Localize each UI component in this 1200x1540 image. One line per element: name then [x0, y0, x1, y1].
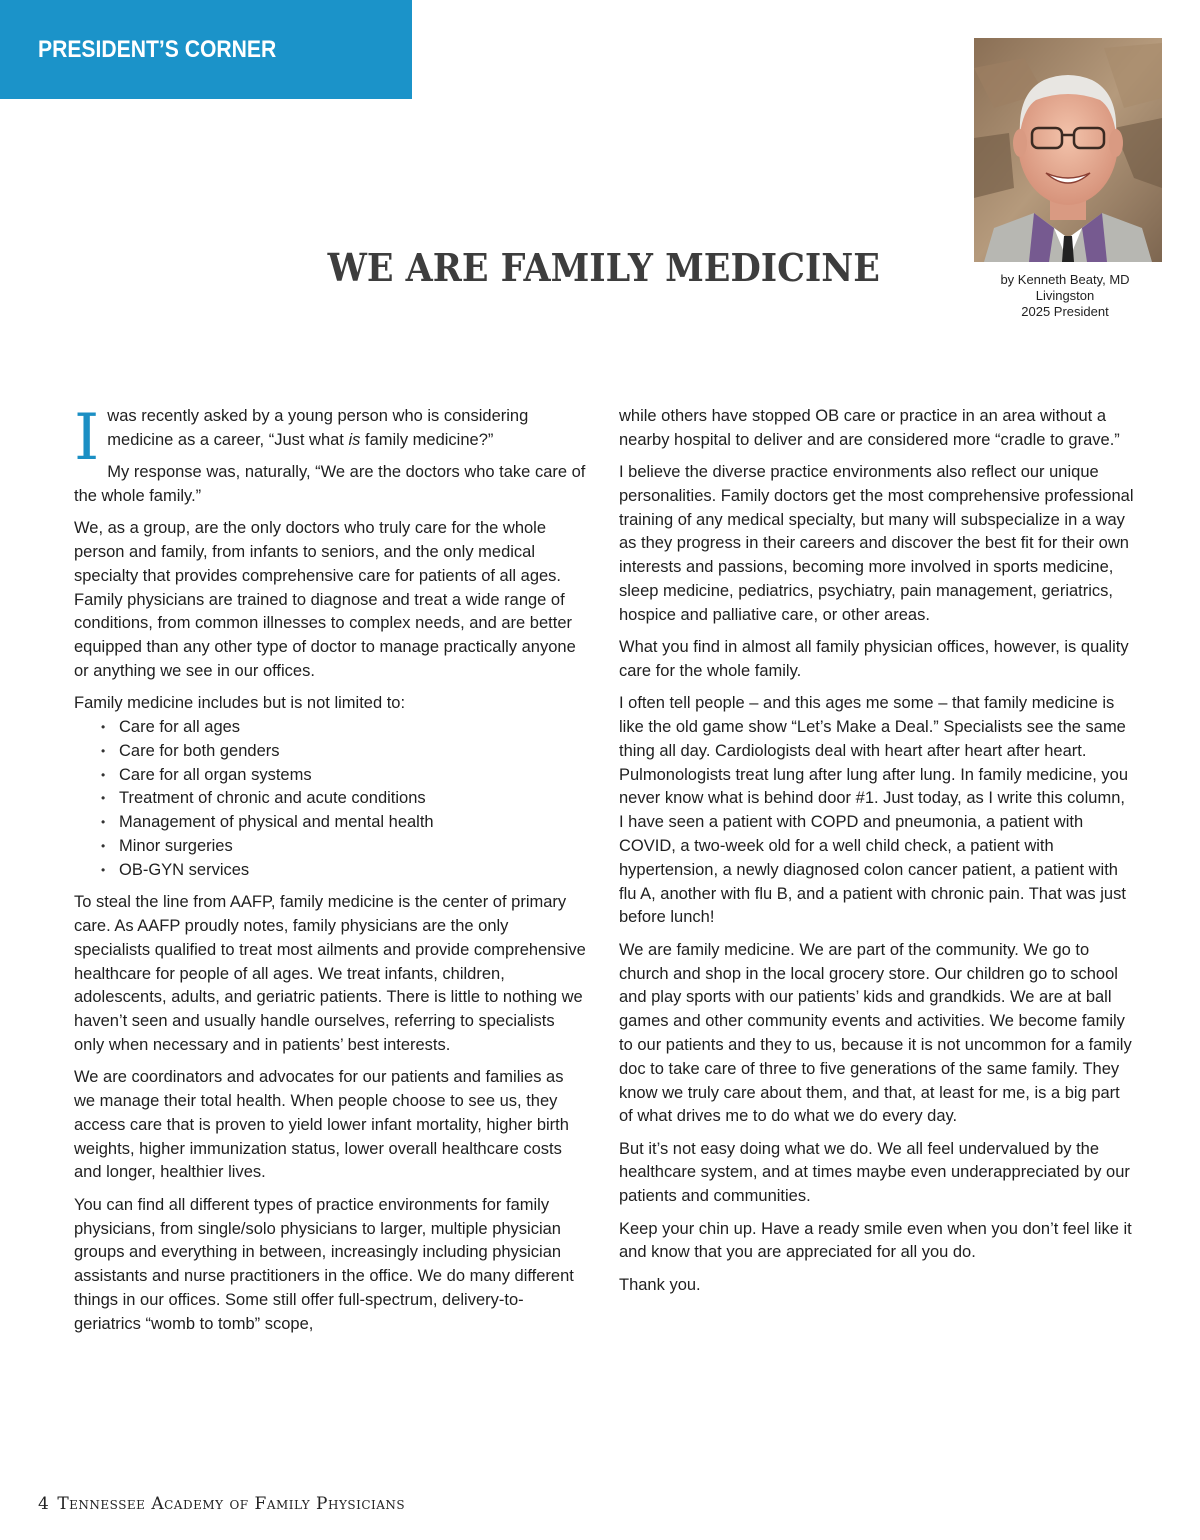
list-item: • OB-GYN services [101, 859, 589, 883]
byline-location: Livingston [1035, 288, 1095, 303]
paragraph: I often tell people – and this ages me some – that family medicine is like the old game show “Let’s Make a Deal.” Specialists see the same thing all day. Cardiologists deal with heart after heart after heart. Pulmonologists treat lung after lung after lung. In family medicine, you never know what is behind door #1. Just today, as I write this column, I have seen a patient with COPD and pneumonia, a patient with COVID, a two-week old for a well child check, a patient with hypertension, a newly diagnosed colon cancer patient, a patient with flu A, another with flu B, and a patient with chronic pain. That was just before lunch! [619, 694, 1129, 927]
byline [965, 272, 1165, 320]
paragraph: What you find in almost all family physician offices, however, is quality care for the whole family. [619, 638, 1129, 680]
article-left-column [74, 401, 589, 1345]
paragraph: We are family medicine. We are part of the community. We go to church and shop in the local grocery store. Our children go to school and play sports with our patients’ kids and grandkids. We are at ball games and other community events and activities. We become family to our patients and they to us, because it is not uncommon for a family doc to take care of three to five generations of the same family. They know we truly care about them, and that, at least for me, is a big part of what drives me to do what we do every day. [619, 940, 1132, 1126]
byline-role: 2025 President [1021, 304, 1109, 319]
author-photo [974, 38, 1162, 262]
list-item: • Care for all organ systems [101, 764, 589, 788]
paragraph: My response was, naturally, “We are the doctors who take care of the whole family.” [74, 463, 586, 505]
paragraph: You can find all different types of practice environments for family physicians, from single/solo physicians to larger, multiple physician groups and everything in between, increasingly including physician assistants and nurse practitioners in the office. We do many different things in our offices. Some still offer full-spectrum, delivery-to-geriatrics “womb to tomb” scope, [74, 1195, 574, 1333]
paragraph: We are coordinators and advocates for our patients and families as we manage their total health. When people choose to see us, they access care that is proven to yield lower infant mortality, higher birth weights, higher immunization status, lower overall healthcare costs and longer, healthier lives. [74, 1068, 569, 1182]
paragraph: I believe the diverse practice environments also reflect our unique personalities. Family doctors get the most comprehensive professional training of any medical specialty, but many will subspecialize in a way as they progress in their careers and discover the best fit for their own interests and passions, becoming more involved in sports medicine, sleep medicine, pediatrics, psychiatry, pain management, geriatrics, hospice and palliative care, or other areas. [619, 463, 1134, 624]
section-tab [0, 0, 412, 99]
paragraph: Keep your chin up. Have a ready smile even when you don’t feel like it and know that you are appreciated for all you do. [619, 1219, 1132, 1262]
services-list [74, 716, 589, 883]
paragraph: We, as a group, are the only doctors who truly care for the whole person and family, from infants to seniors, and the only medical specialty that provides comprehensive care for patients of all ages. Family physicians are trained to diagnose and treat a wide range of conditions, from common illnesses to complex needs, and are better equipped than any other type of doctor to manage practically anyone or anything we see in our offices. [74, 519, 576, 680]
list-item: • Minor surgeries [101, 835, 589, 859]
list-item: • Treatment of chronic and acute conditions [101, 787, 589, 811]
list-item: • Care for both genders [101, 740, 589, 764]
drop-cap: I [74, 401, 100, 475]
paragraph: But it’s not easy doing what we do. We all feel undervalued by the healthcare system, and at times maybe even underappreciated by our patients and communities. [619, 1139, 1130, 1206]
section-label: PRESIDENT’S CORNER [38, 36, 277, 63]
article-right-column [619, 405, 1134, 1306]
page-footer [38, 1494, 405, 1514]
paragraph: while others have stopped OB care or practice in an area without a nearby hospital to deliver and are considered more “cradle to grave.” [619, 407, 1120, 449]
list-item: • Management of physical and mental health [101, 811, 589, 835]
list-item: • Care for all ages [101, 716, 589, 740]
list-intro: Family medicine includes but is not limited to: [74, 694, 406, 713]
byline-author: by Kenneth Beaty, MD [1000, 272, 1130, 287]
page-number: 4 [38, 1494, 50, 1514]
paragraph-opening: Iwas recently asked by a young person who is considering medicine as a career, “Just what is family medicine?” [74, 401, 529, 475]
paragraph-closing: Thank you. [619, 1275, 701, 1294]
publication-name: Tennessee Academy of Family Physicians [57, 1494, 406, 1514]
article-title: WE ARE FAMILY MEDICINE [327, 245, 880, 291]
paragraph: To steal the line from AAFP, family medicine is the center of primary care. As AAFP proudly notes, family physicians are the only specialists qualified to treat most ailments and provide comprehensive healthcare for people of all ages. We treat infants, children, adolescents, adults, and geriatric patients. There is little to nothing we haven’t seen and usually handle ourselves, referring to specialists only when necessary and in patients’ best interests. [74, 893, 586, 1054]
